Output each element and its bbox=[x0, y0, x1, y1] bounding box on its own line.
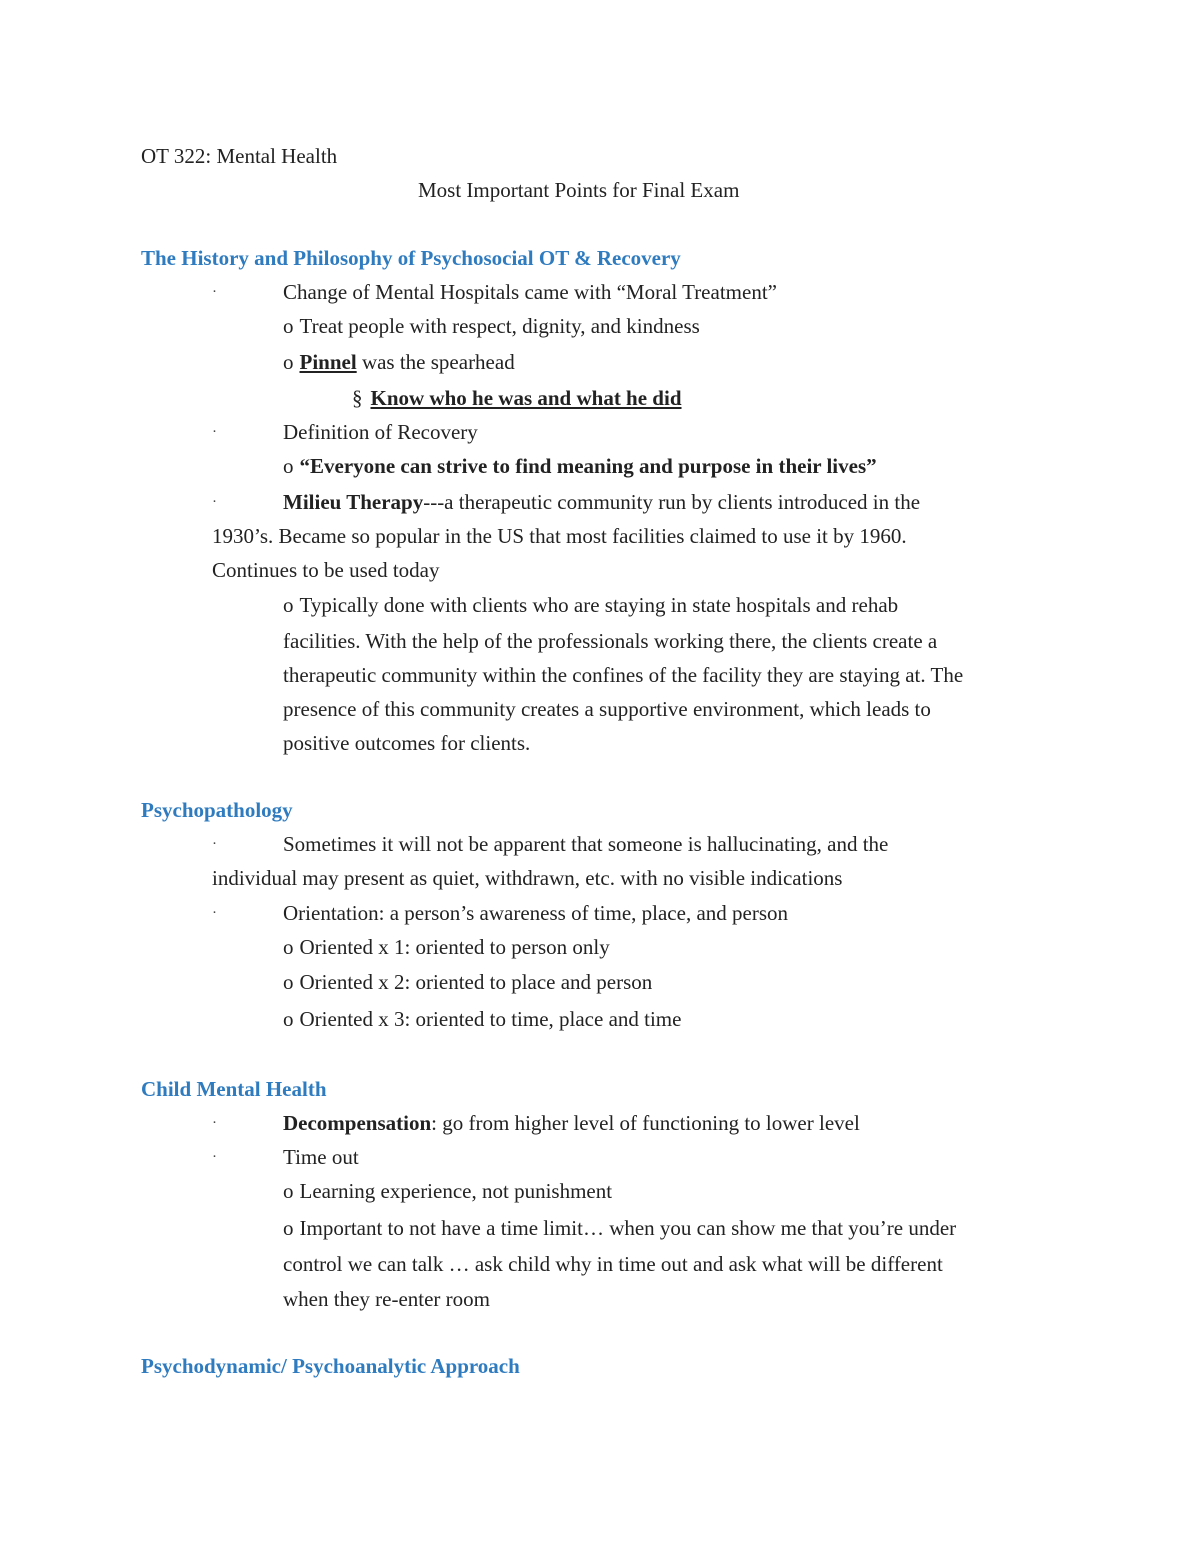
section-heading: Psychodynamic/ Psychoanalytic Approach bbox=[141, 1354, 520, 1378]
sub-item: o Learning experience, not punishment bbox=[283, 1179, 613, 1203]
circle-bullet: o bbox=[283, 1179, 294, 1203]
section-heading: The History and Philosophy of Psychosocial OT & Recovery bbox=[141, 246, 681, 270]
circle-bullet: o bbox=[283, 593, 294, 617]
circle-bullet: o bbox=[283, 1007, 294, 1031]
bullet-dot: · bbox=[212, 284, 217, 300]
list-item: Sometimes it will not be apparent that someone is hallucinating, and the bbox=[283, 832, 889, 856]
section-heading: Child Mental Health bbox=[141, 1077, 327, 1101]
bullet-dot: · bbox=[212, 1149, 217, 1165]
section-bullet: § bbox=[352, 386, 363, 410]
sub-item: o Treat people with respect, dignity, and kindness bbox=[283, 314, 700, 338]
list-item: Change of Mental Hospitals came with “Moral Treatment” bbox=[283, 280, 777, 304]
sub-item: o Important to not have a time limit… when you can show me that you’re under bbox=[283, 1216, 957, 1240]
section-heading: Psychopathology bbox=[141, 798, 293, 822]
list-item: Definition of Recovery bbox=[283, 420, 478, 444]
sub-item: o “Everyone can strive to find meaning and purpose in their lives” bbox=[283, 454, 877, 478]
bullet-dot: · bbox=[212, 836, 217, 852]
bullet-dot: · bbox=[212, 1115, 217, 1131]
sub-item: o Oriented x 3: oriented to time, place and time bbox=[283, 1007, 682, 1031]
sub-item-continuation: presence of this community creates a supportive environment, which leads to bbox=[283, 697, 931, 721]
sub-item-continuation: when they re-enter room bbox=[283, 1287, 490, 1311]
sub-item-continuation: therapeutic community within the confines of the facility they are staying at. The bbox=[283, 663, 964, 687]
list-item: Time out bbox=[283, 1145, 359, 1169]
list-item: Decompensation: go from higher level of functioning to lower level bbox=[283, 1111, 860, 1135]
sub-item-continuation: control we can talk … ask child why in time out and ask what will be different bbox=[283, 1252, 943, 1276]
sub-sub-item: § Know who he was and what he did bbox=[352, 386, 682, 410]
sub-item: o Typically done with clients who are staying in state hospitals and rehab bbox=[283, 593, 899, 617]
list-item: Milieu Therapy---a therapeutic community run by clients introduced in the bbox=[283, 490, 921, 514]
sub-item: o Oriented x 2: oriented to place and person bbox=[283, 970, 653, 994]
course-title: OT 322: Mental Health bbox=[141, 144, 338, 168]
bullet-dot: · bbox=[212, 424, 217, 440]
pinnel-name: Pinnel bbox=[299, 350, 357, 374]
bullet-dot: · bbox=[212, 494, 217, 510]
circle-bullet: o bbox=[283, 935, 294, 959]
list-item-continuation: individual may present as quiet, withdrawn, etc. with no visible indications bbox=[212, 866, 843, 890]
list-item: Orientation: a person’s awareness of time, place, and person bbox=[283, 901, 788, 925]
sub-item-continuation: positive outcomes for clients. bbox=[283, 731, 531, 755]
sub-item: o Pinnel was the spearhead bbox=[283, 350, 515, 374]
bullet-dot: · bbox=[212, 905, 217, 921]
circle-bullet: o bbox=[283, 1216, 294, 1240]
document-title: Most Important Points for Final Exam bbox=[418, 178, 740, 202]
sub-item-continuation: facilities. With the help of the professionals working there, the clients create a bbox=[283, 629, 938, 653]
circle-bullet: o bbox=[283, 970, 294, 994]
circle-bullet: o bbox=[283, 454, 294, 478]
list-item-continuation: Continues to be used today bbox=[212, 558, 440, 582]
list-item-continuation: 1930’s. Became so popular in the US that most facilities claimed to use it by 1960. bbox=[212, 524, 907, 548]
circle-bullet: o bbox=[283, 350, 294, 374]
circle-bullet: o bbox=[283, 314, 294, 338]
sub-item: o Oriented x 1: oriented to person only bbox=[283, 935, 610, 959]
